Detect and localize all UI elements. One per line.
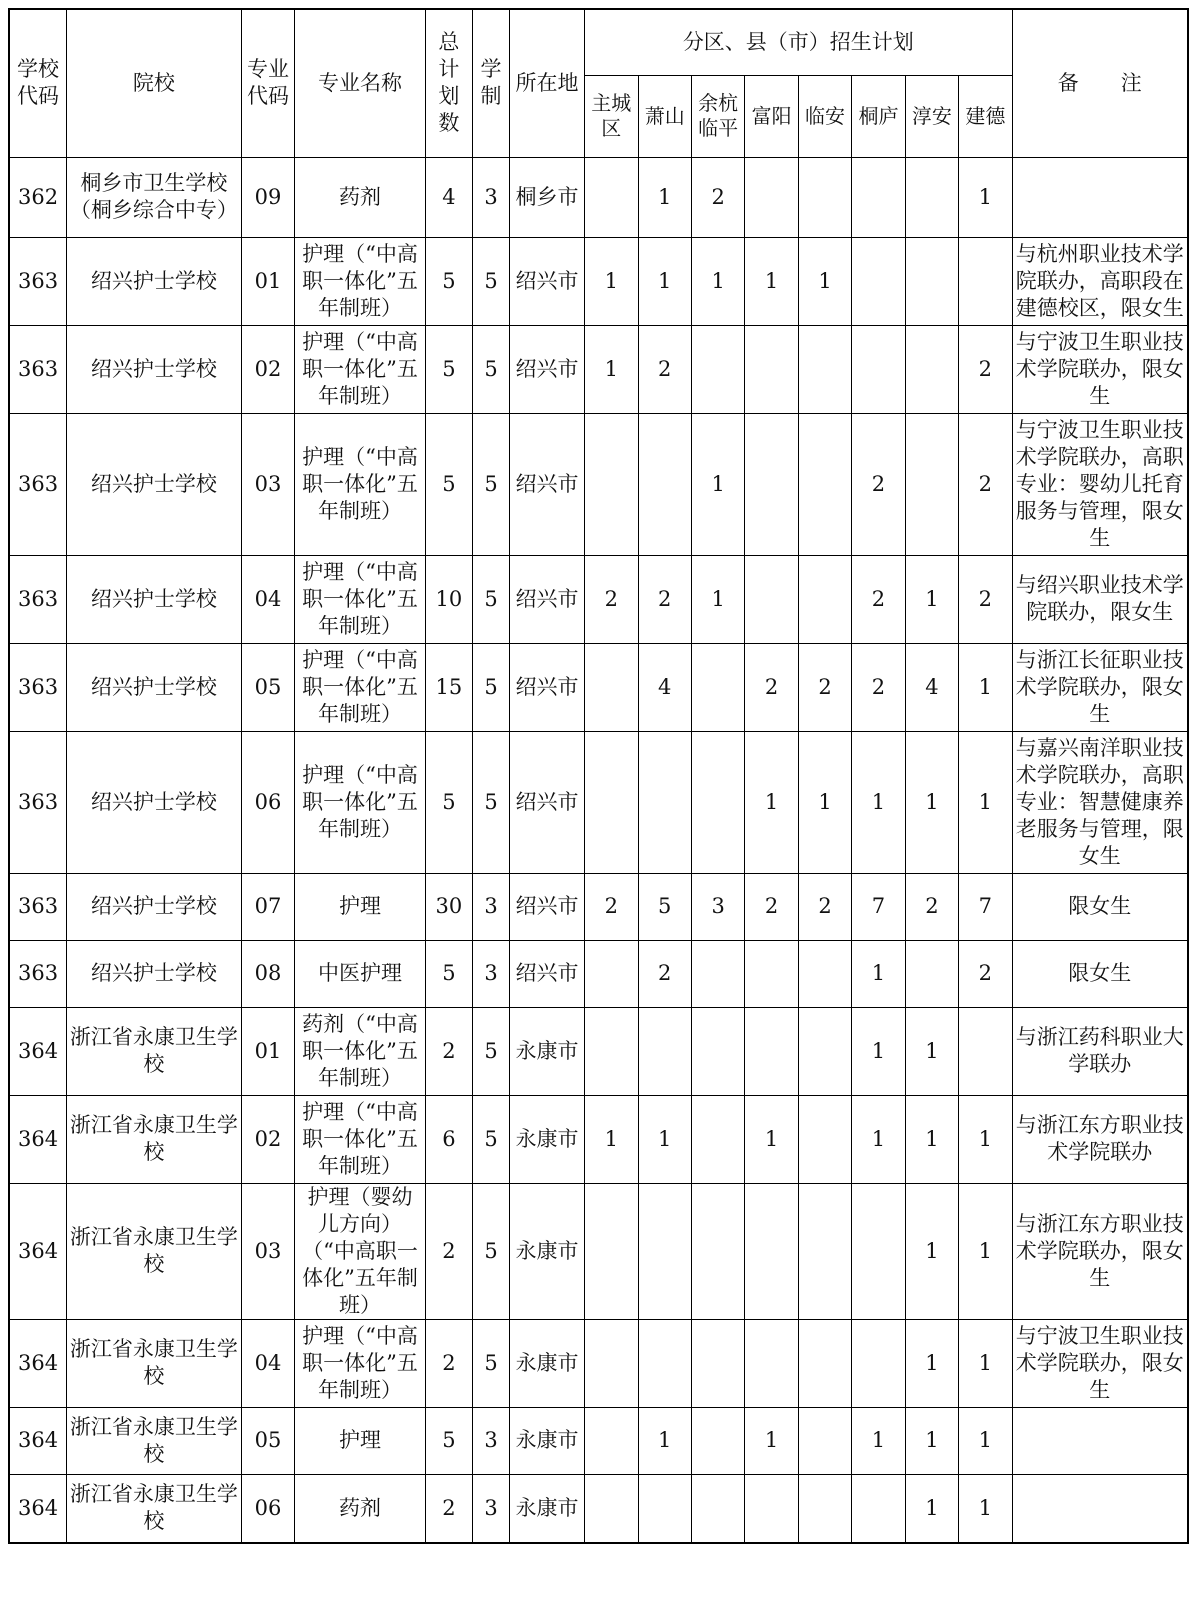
cell-district-count xyxy=(798,1007,851,1095)
cell-location: 永康市 xyxy=(510,1095,585,1183)
cell-district-count xyxy=(798,940,851,1007)
header-district: 建德 xyxy=(959,75,1012,157)
cell-district-count: 1 xyxy=(959,643,1012,731)
cell-major-name: 药剂（“中高职一体化”五年制班） xyxy=(295,1007,426,1095)
cell-district-count xyxy=(745,1319,798,1407)
cell-location: 绍兴市 xyxy=(510,325,585,413)
cell-school-code: 362 xyxy=(9,157,67,237)
cell-district-count: 1 xyxy=(905,1474,958,1543)
cell-total: 2 xyxy=(425,1183,472,1319)
cell-district-count xyxy=(905,237,958,325)
cell-school-code: 364 xyxy=(9,1407,67,1474)
cell-location: 桐乡市 xyxy=(510,157,585,237)
table-row xyxy=(9,1183,1188,1319)
cell-major-name: 药剂 xyxy=(295,157,426,237)
cell-total: 4 xyxy=(425,157,472,237)
table-row xyxy=(9,873,1188,940)
cell-location: 绍兴市 xyxy=(510,413,585,555)
cell-school-code: 363 xyxy=(9,643,67,731)
cell-major-code: 05 xyxy=(241,1407,294,1474)
cell-district-count: 1 xyxy=(852,1007,905,1095)
cell-total: 10 xyxy=(425,555,472,643)
cell-total: 5 xyxy=(425,731,472,873)
cell-district-count: 1 xyxy=(745,237,798,325)
cell-district-count xyxy=(585,643,638,731)
cell-location: 永康市 xyxy=(510,1474,585,1543)
cell-district-count xyxy=(691,1007,744,1095)
cell-district-count xyxy=(638,1474,691,1543)
cell-district-count: 1 xyxy=(638,157,691,237)
cell-district-count: 2 xyxy=(691,157,744,237)
cell-note xyxy=(1012,1474,1188,1543)
cell-major-code: 01 xyxy=(241,237,294,325)
cell-major-name: 护理 xyxy=(295,1407,426,1474)
cell-district-count: 1 xyxy=(959,1319,1012,1407)
cell-major-name: 药剂 xyxy=(295,1474,426,1543)
cell-district-count xyxy=(798,1095,851,1183)
cell-district-count xyxy=(691,1474,744,1543)
cell-district-count xyxy=(585,157,638,237)
header-school: 院校 xyxy=(67,9,242,157)
cell-district-count xyxy=(745,413,798,555)
cell-district-count: 1 xyxy=(638,1095,691,1183)
cell-school: 绍兴护士学校 xyxy=(67,643,242,731)
cell-school-code: 363 xyxy=(9,731,67,873)
cell-district-count: 1 xyxy=(959,731,1012,873)
cell-total: 2 xyxy=(425,1474,472,1543)
cell-district-count: 1 xyxy=(691,413,744,555)
header-major-name: 专业名称 xyxy=(295,9,426,157)
cell-district-count xyxy=(798,1183,851,1319)
cell-school-code: 363 xyxy=(9,237,67,325)
cell-note: 与浙江长征职业技术学院联办，限女生 xyxy=(1012,643,1188,731)
cell-major-name: 护理（“中高职一体化”五年制班） xyxy=(295,325,426,413)
header-district: 余杭临平 xyxy=(691,75,744,157)
cell-district-count xyxy=(798,1474,851,1543)
cell-major-code: 05 xyxy=(241,643,294,731)
cell-district-count: 1 xyxy=(905,1007,958,1095)
cell-district-count xyxy=(798,1407,851,1474)
cell-district-count: 1 xyxy=(905,1095,958,1183)
header-district: 淳安 xyxy=(905,75,958,157)
cell-district-count: 1 xyxy=(959,1407,1012,1474)
cell-school: 绍兴护士学校 xyxy=(67,873,242,940)
cell-total: 5 xyxy=(425,237,472,325)
cell-district-count: 4 xyxy=(638,643,691,731)
cell-major-code: 09 xyxy=(241,157,294,237)
cell-years: 5 xyxy=(473,1183,510,1319)
cell-district-count: 7 xyxy=(959,873,1012,940)
table-row xyxy=(9,325,1188,413)
cell-school: 浙江省永康卫生学校 xyxy=(67,1095,242,1183)
cell-district-count: 1 xyxy=(852,1407,905,1474)
cell-district-count: 1 xyxy=(585,325,638,413)
cell-district-count: 1 xyxy=(905,731,958,873)
cell-major-code: 02 xyxy=(241,1095,294,1183)
cell-district-count xyxy=(691,325,744,413)
header-note: 备 注 xyxy=(1012,9,1188,157)
cell-district-count xyxy=(905,157,958,237)
cell-school-code: 364 xyxy=(9,1095,67,1183)
cell-district-count xyxy=(798,413,851,555)
cell-district-count xyxy=(585,1319,638,1407)
header-district: 萧山 xyxy=(638,75,691,157)
header-years: 学制 xyxy=(473,9,510,157)
cell-note: 与杭州职业技术学院联办，高职段在建德校区，限女生 xyxy=(1012,237,1188,325)
cell-location: 永康市 xyxy=(510,1183,585,1319)
cell-district-count: 1 xyxy=(959,1095,1012,1183)
cell-district-count xyxy=(852,1474,905,1543)
cell-major-name: 护理（“中高职一体化”五年制班） xyxy=(295,1319,426,1407)
cell-school: 绍兴护士学校 xyxy=(67,325,242,413)
cell-district-count: 2 xyxy=(798,873,851,940)
cell-district-count: 1 xyxy=(585,237,638,325)
cell-total: 2 xyxy=(425,1319,472,1407)
cell-district-count xyxy=(638,731,691,873)
cell-note xyxy=(1012,157,1188,237)
cell-location: 绍兴市 xyxy=(510,643,585,731)
cell-location: 绍兴市 xyxy=(510,940,585,1007)
cell-note: 与嘉兴南洋职业技术学院联办，高职专业：智慧健康养老服务与管理，限女生 xyxy=(1012,731,1188,873)
cell-district-count: 1 xyxy=(691,555,744,643)
cell-district-count: 1 xyxy=(691,237,744,325)
table-row xyxy=(9,643,1188,731)
cell-school-code: 364 xyxy=(9,1183,67,1319)
cell-note: 与浙江药科职业大学联办 xyxy=(1012,1007,1188,1095)
cell-years: 5 xyxy=(473,1007,510,1095)
cell-years: 3 xyxy=(473,873,510,940)
cell-major-code: 03 xyxy=(241,413,294,555)
cell-district-count xyxy=(852,1183,905,1319)
table-row xyxy=(9,1407,1188,1474)
cell-district-count: 1 xyxy=(585,1095,638,1183)
cell-major-name: 中医护理 xyxy=(295,940,426,1007)
cell-school: 桐乡市卫生学校（桐乡综合中专） xyxy=(67,157,242,237)
cell-district-count: 2 xyxy=(585,873,638,940)
cell-district-count xyxy=(905,325,958,413)
table-row xyxy=(9,237,1188,325)
cell-major-name: 护理 xyxy=(295,873,426,940)
cell-note: 与绍兴职业技术学院联办，限女生 xyxy=(1012,555,1188,643)
cell-location: 永康市 xyxy=(510,1319,585,1407)
cell-district-count: 2 xyxy=(852,643,905,731)
cell-total: 5 xyxy=(425,940,472,1007)
cell-note: 与宁波卫生职业技术学院联办，高职专业：婴幼儿托育服务与管理，限女生 xyxy=(1012,413,1188,555)
cell-district-count xyxy=(798,1319,851,1407)
cell-district-count: 1 xyxy=(852,731,905,873)
cell-district-count xyxy=(745,1474,798,1543)
cell-school: 浙江省永康卫生学校 xyxy=(67,1319,242,1407)
cell-district-count: 2 xyxy=(745,643,798,731)
cell-district-count: 2 xyxy=(959,555,1012,643)
cell-years: 5 xyxy=(473,325,510,413)
cell-district-count: 7 xyxy=(852,873,905,940)
cell-district-count xyxy=(691,643,744,731)
cell-district-count xyxy=(585,731,638,873)
cell-school: 绍兴护士学校 xyxy=(67,555,242,643)
cell-district-count xyxy=(585,1183,638,1319)
cell-years: 5 xyxy=(473,731,510,873)
cell-district-count xyxy=(745,325,798,413)
cell-school-code: 363 xyxy=(9,325,67,413)
cell-school-code: 364 xyxy=(9,1007,67,1095)
cell-note: 与宁波卫生职业技术学院联办，限女生 xyxy=(1012,1319,1188,1407)
cell-district-count: 1 xyxy=(745,1407,798,1474)
cell-years: 5 xyxy=(473,1319,510,1407)
cell-location: 永康市 xyxy=(510,1407,585,1474)
cell-district-count: 2 xyxy=(638,325,691,413)
table-row xyxy=(9,1007,1188,1095)
table-body xyxy=(9,157,1188,1543)
cell-major-code: 04 xyxy=(241,555,294,643)
table-header xyxy=(9,9,1188,157)
cell-district-count: 1 xyxy=(959,1183,1012,1319)
cell-major-name: 护理（“中高职一体化”五年制班） xyxy=(295,237,426,325)
cell-district-count xyxy=(745,1183,798,1319)
cell-school-code: 363 xyxy=(9,555,67,643)
table-row xyxy=(9,157,1188,237)
cell-district-count: 3 xyxy=(691,873,744,940)
cell-district-count xyxy=(585,413,638,555)
cell-note: 限女生 xyxy=(1012,940,1188,1007)
cell-major-name: 护理（“中高职一体化”五年制班） xyxy=(295,643,426,731)
cell-location: 绍兴市 xyxy=(510,555,585,643)
cell-district-count: 4 xyxy=(905,643,958,731)
cell-years: 5 xyxy=(473,413,510,555)
table-row xyxy=(9,940,1188,1007)
cell-district-count: 1 xyxy=(638,237,691,325)
cell-major-name: 护理（婴幼儿方向）（“中高职一体化”五年制班） xyxy=(295,1183,426,1319)
header-district-group: 分区、县（市）招生计划 xyxy=(585,9,1013,75)
cell-note: 与浙江东方职业技术学院联办，限女生 xyxy=(1012,1183,1188,1319)
cell-district-count xyxy=(585,1474,638,1543)
cell-location: 绍兴市 xyxy=(510,237,585,325)
cell-school: 绍兴护士学校 xyxy=(67,413,242,555)
cell-school: 绍兴护士学校 xyxy=(67,940,242,1007)
table-row xyxy=(9,731,1188,873)
table-row xyxy=(9,1474,1188,1543)
cell-major-code: 02 xyxy=(241,325,294,413)
cell-district-count xyxy=(691,940,744,1007)
cell-district-count xyxy=(745,940,798,1007)
cell-years: 3 xyxy=(473,1474,510,1543)
table-row xyxy=(9,413,1188,555)
cell-total: 5 xyxy=(425,325,472,413)
cell-district-count: 2 xyxy=(959,413,1012,555)
cell-district-count: 1 xyxy=(745,731,798,873)
cell-district-count: 2 xyxy=(852,413,905,555)
enrollment-plan-table xyxy=(8,8,1189,1544)
cell-years: 3 xyxy=(473,1407,510,1474)
cell-district-count xyxy=(585,1007,638,1095)
cell-major-name: 护理（“中高职一体化”五年制班） xyxy=(295,413,426,555)
cell-district-count xyxy=(798,325,851,413)
cell-district-count: 2 xyxy=(959,940,1012,1007)
cell-district-count: 2 xyxy=(638,940,691,1007)
cell-years: 5 xyxy=(473,1095,510,1183)
cell-location: 绍兴市 xyxy=(510,731,585,873)
header-total: 总计划数 xyxy=(425,9,472,157)
table-row xyxy=(9,1095,1188,1183)
cell-district-count xyxy=(959,1007,1012,1095)
cell-note: 与宁波卫生职业技术学院联办，限女生 xyxy=(1012,325,1188,413)
cell-total: 30 xyxy=(425,873,472,940)
cell-years: 3 xyxy=(473,157,510,237)
cell-note: 限女生 xyxy=(1012,873,1188,940)
cell-district-count: 5 xyxy=(638,873,691,940)
header-major-code: 专业代码 xyxy=(241,9,294,157)
cell-district-count: 1 xyxy=(905,1319,958,1407)
table-row xyxy=(9,1319,1188,1407)
cell-years: 5 xyxy=(473,237,510,325)
cell-major-name: 护理（“中高职一体化”五年制班） xyxy=(295,555,426,643)
cell-district-count: 2 xyxy=(852,555,905,643)
cell-district-count: 2 xyxy=(638,555,691,643)
cell-district-count xyxy=(852,237,905,325)
cell-major-code: 04 xyxy=(241,1319,294,1407)
cell-years: 5 xyxy=(473,643,510,731)
header-district: 富阳 xyxy=(745,75,798,157)
cell-district-count xyxy=(638,1007,691,1095)
cell-district-count xyxy=(745,1007,798,1095)
cell-years: 5 xyxy=(473,555,510,643)
cell-district-count xyxy=(745,555,798,643)
cell-district-count: 2 xyxy=(585,555,638,643)
cell-district-count xyxy=(852,157,905,237)
cell-district-count xyxy=(852,325,905,413)
cell-district-count xyxy=(691,731,744,873)
cell-school-code: 363 xyxy=(9,940,67,1007)
cell-total: 5 xyxy=(425,413,472,555)
cell-school: 浙江省永康卫生学校 xyxy=(67,1474,242,1543)
cell-major-code: 06 xyxy=(241,1474,294,1543)
cell-district-count: 1 xyxy=(745,1095,798,1183)
cell-district-count: 2 xyxy=(959,325,1012,413)
cell-school: 浙江省永康卫生学校 xyxy=(67,1407,242,1474)
cell-school: 浙江省永康卫生学校 xyxy=(67,1183,242,1319)
cell-district-count xyxy=(691,1095,744,1183)
cell-note: 与浙江东方职业技术学院联办 xyxy=(1012,1095,1188,1183)
cell-major-code: 07 xyxy=(241,873,294,940)
header-district: 临安 xyxy=(798,75,851,157)
cell-district-count: 2 xyxy=(745,873,798,940)
cell-major-code: 08 xyxy=(241,940,294,1007)
cell-district-count: 1 xyxy=(798,731,851,873)
cell-district-count xyxy=(691,1183,744,1319)
cell-district-count xyxy=(798,555,851,643)
cell-district-count xyxy=(638,1183,691,1319)
cell-district-count: 1 xyxy=(905,555,958,643)
cell-total: 2 xyxy=(425,1007,472,1095)
cell-district-count xyxy=(691,1407,744,1474)
cell-district-count: 1 xyxy=(852,1095,905,1183)
cell-district-count: 1 xyxy=(798,237,851,325)
cell-district-count xyxy=(959,237,1012,325)
cell-district-count xyxy=(798,157,851,237)
cell-school-code: 363 xyxy=(9,873,67,940)
header-location: 所在地 xyxy=(510,9,585,157)
cell-district-count: 1 xyxy=(905,1407,958,1474)
cell-major-code: 03 xyxy=(241,1183,294,1319)
cell-district-count: 1 xyxy=(852,940,905,1007)
cell-school: 绍兴护士学校 xyxy=(67,731,242,873)
cell-years: 3 xyxy=(473,940,510,1007)
cell-district-count: 2 xyxy=(905,873,958,940)
table-row xyxy=(9,555,1188,643)
header-district: 桐庐 xyxy=(852,75,905,157)
cell-district-count: 1 xyxy=(959,1474,1012,1543)
cell-major-name: 护理（“中高职一体化”五年制班） xyxy=(295,1095,426,1183)
cell-district-count xyxy=(638,413,691,555)
cell-district-count xyxy=(745,157,798,237)
cell-school-code: 364 xyxy=(9,1319,67,1407)
cell-district-count: 1 xyxy=(959,157,1012,237)
cell-school-code: 363 xyxy=(9,413,67,555)
cell-major-name: 护理（“中高职一体化”五年制班） xyxy=(295,731,426,873)
cell-note xyxy=(1012,1407,1188,1474)
cell-total: 5 xyxy=(425,1407,472,1474)
header-district: 主城区 xyxy=(585,75,638,157)
header-school-code: 学校代码 xyxy=(9,9,67,157)
cell-location: 永康市 xyxy=(510,1007,585,1095)
cell-school: 绍兴护士学校 xyxy=(67,237,242,325)
cell-district-count: 2 xyxy=(798,643,851,731)
cell-school-code: 364 xyxy=(9,1474,67,1543)
cell-district-count xyxy=(691,1319,744,1407)
cell-district-count xyxy=(585,1407,638,1474)
cell-district-count xyxy=(638,1319,691,1407)
cell-total: 15 xyxy=(425,643,472,731)
cell-district-count xyxy=(905,940,958,1007)
cell-major-code: 01 xyxy=(241,1007,294,1095)
cell-district-count xyxy=(905,413,958,555)
cell-district-count: 1 xyxy=(905,1183,958,1319)
cell-district-count xyxy=(585,940,638,1007)
cell-district-count xyxy=(852,1319,905,1407)
cell-total: 6 xyxy=(425,1095,472,1183)
cell-school: 浙江省永康卫生学校 xyxy=(67,1007,242,1095)
cell-major-code: 06 xyxy=(241,731,294,873)
cell-location: 绍兴市 xyxy=(510,873,585,940)
cell-district-count: 1 xyxy=(638,1407,691,1474)
